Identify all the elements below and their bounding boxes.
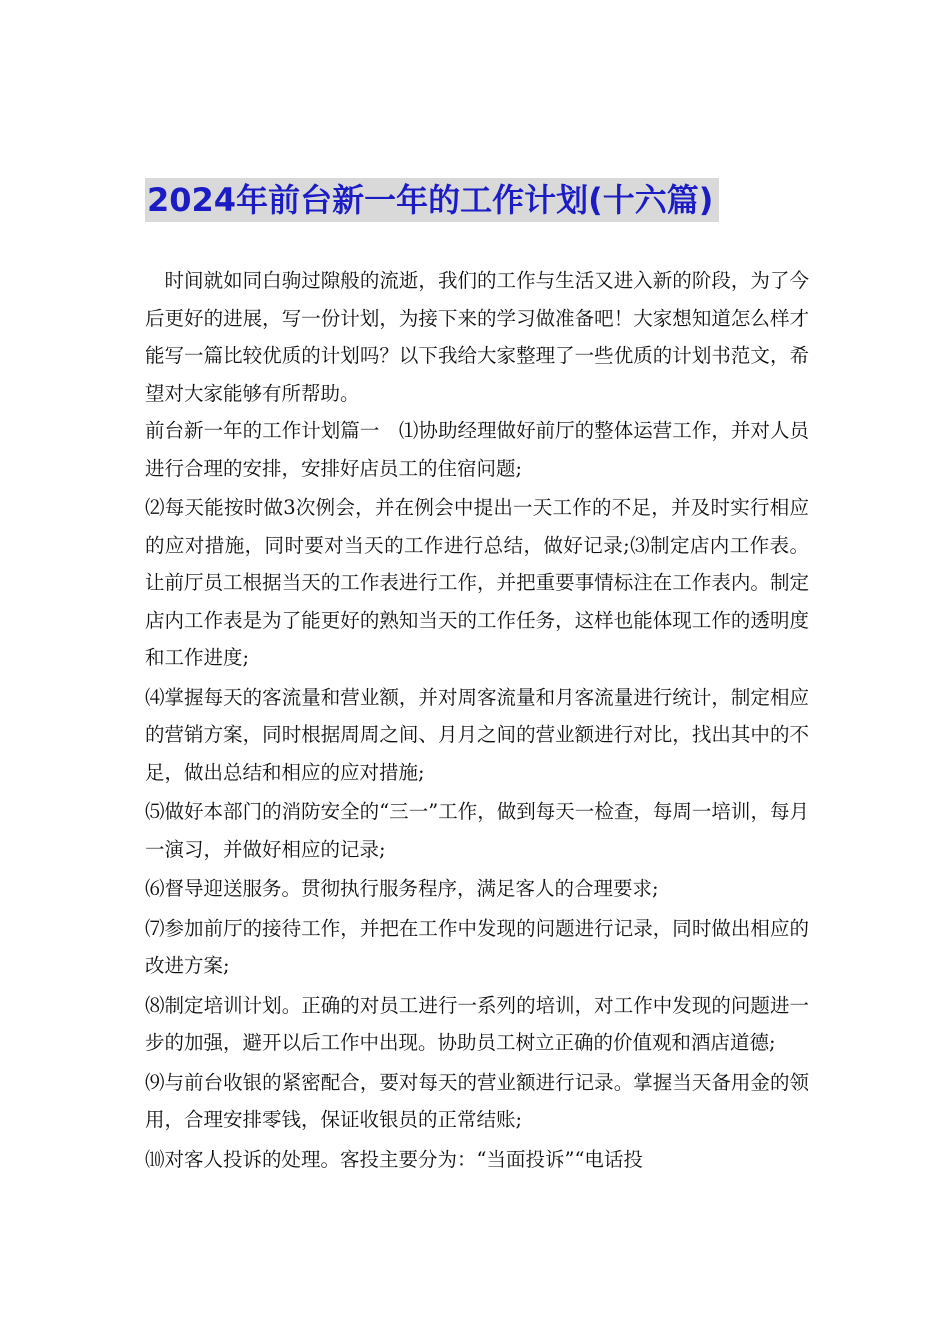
list-item-2-3: ⑵每天能按时做3次例会，并在例会中提出一天工作的不足，并及时实行相应的应对措施，同时要对当天的工作进行总结，做好记录;⑶制定店内工作表。让前厅员工根据当天的工作表进行工作，并把重要事情标注在工作表内。制定店内工作表是为了能更好的熟知当天的工作任务，这样也能体现工作的透明度和工作进度;	[145, 496, 809, 669]
intro-paragraph: 时间就如同白驹过隙般的流逝，我们的工作与生活又进入新的阶段，为了今后更好的进展，写一份计划，为接下来的学习做准备吧！大家想知道怎么样才能写一篇比较优质的计划吗？以下我给大家整理了一些优质的计划书范文，希望对大家能够有所帮助。	[145, 269, 809, 405]
list-item-8: ⑻制定培训计划。正确的对员工进行一系列的培训，对工作中发现的问题进一步的加强，避开以后工作中出现。协助员工树立正确的价值观和酒店道德;	[145, 993, 809, 1054]
section-heading-paragraph: 前台新一年的工作计划篇一 ⑴协助经理做好前厅的整体运营工作，并对人员进行合理的安排，安排好店员工的住宿问题;	[145, 419, 809, 480]
list-item-5: ⑸做好本部门的消防安全的“三一”工作，做到每天一检查，每周一培训，每月一演习，并做好相应的记录;	[145, 800, 809, 861]
list-item-6: ⑹督导迎送服务。贯彻执行服务程序，满足客人的合理要求;	[145, 877, 659, 900]
list-item-10: ⑽对客人投诉的处理。客投主要分为：“当面投诉”“电话投	[145, 1147, 643, 1171]
document-body	[145, 262, 809, 1178]
list-item-4: ⑷掌握每天的客流量和营业额，并对周客流量和月客流量进行统计，制定相应的营销方案，同时根据周周之间、月月之间的营业额进行对比，找出其中的不足，做出总结和相应的应对措施;	[145, 685, 809, 784]
list-item-9: ⑼与前台收银的紧密配合，要对每天的营业额进行记录。掌握当天备用金的领用，合理安排零钱，保证收银员的正常结账;	[145, 1070, 809, 1131]
document-title: 2024年前台新一年的工作计划(十六篇)	[145, 178, 719, 222]
list-item-7: ⑺参加前厅的接待工作，并把在工作中发现的问题进行记录，同时做出相应的改进方案;	[145, 916, 809, 977]
